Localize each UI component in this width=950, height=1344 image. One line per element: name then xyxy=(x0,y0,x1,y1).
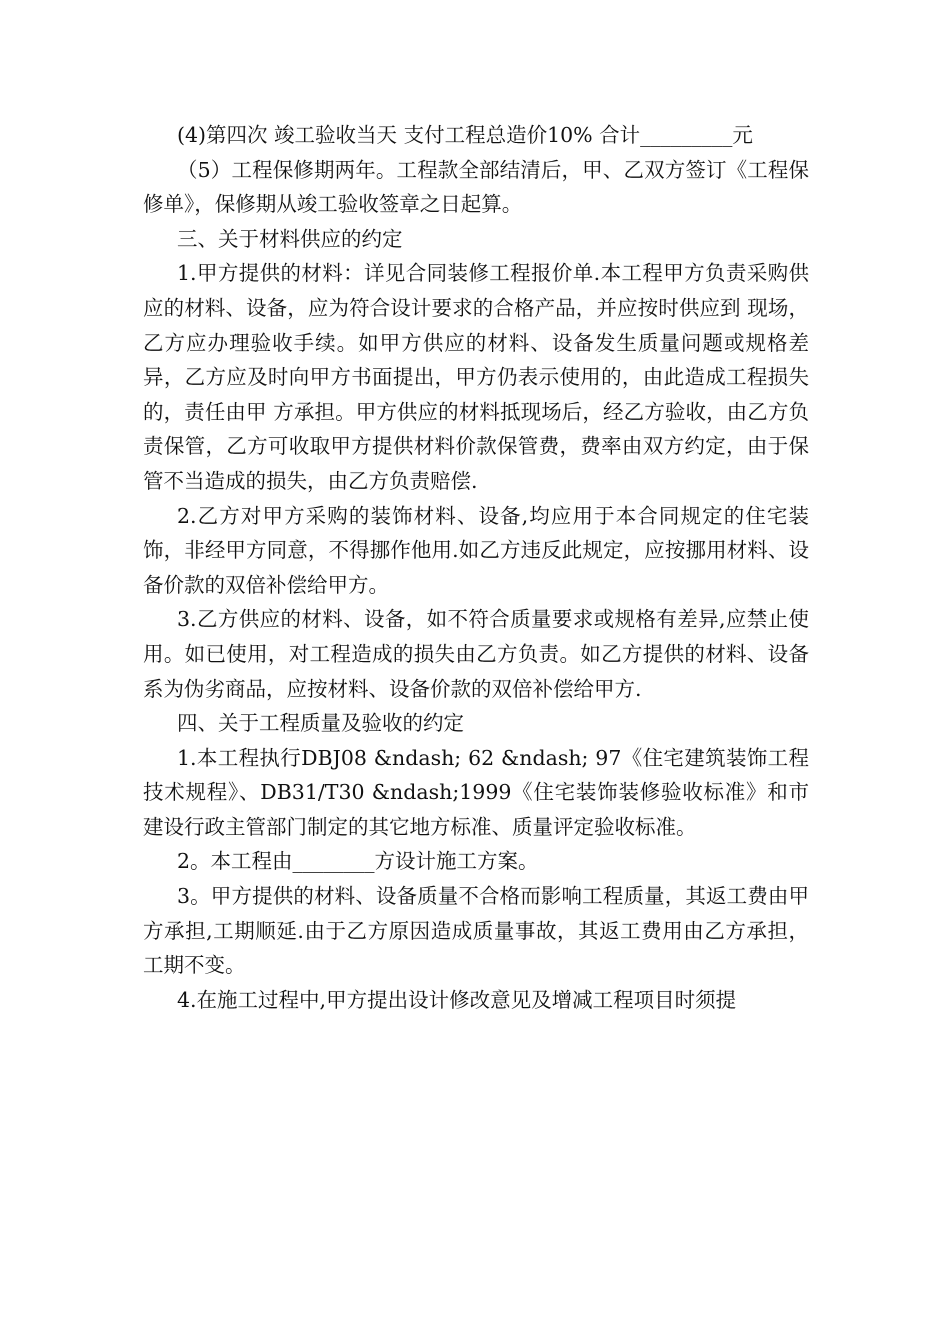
paragraph-payment-fourth: (4)第四次 竣工验收当天 支付工程总造价10% 合计_________元 xyxy=(177,123,753,147)
paragraph-warranty-period: （5）工程保修期两年。工程款全部结清后，甲、乙双方签订《工程保修单》，保修期从竣工验收签章之日起算。 xyxy=(143,157,809,217)
paragraph-rework-costs: 3。甲方提供的材料、设备质量不合格而影响工程质量，其返工费由甲方承担,工期顺延.由于乙方原因造成质量事故，其返工费用由乙方承担，工期不变。 xyxy=(143,884,809,978)
section-heading-quality: 四、关于工程质量及验收的约定 xyxy=(177,711,464,736)
paragraph-materials-party-a: 1.甲方提供的材料：详见合同装修工程报价单.本工程甲方负责采购供应的材料、设备，应为符合设计要求的合格产品，并应按时供应到 现场，乙方应办理验收手续。如甲方供应的材料、设备发生质量问题或规格差异，乙方应及时向甲方书面提出，甲方仍表示使用的，由此造成工程损失的，责任由甲 方承担。甲方供应的材料抵现场后，经乙方验收，由乙方负责保管，乙方可收取甲方提供材料价款保管费，费率由双方约定，由于保管不当造成的损失，由乙方负责赔偿. xyxy=(143,261,809,493)
paragraph-materials-party-b: 3.乙方供应的材料、设备，如不符合质量要求或规格有差异,应禁止使用。如已使用，对工程造成的损失由乙方负责。如乙方提供的材料、设备系为伪劣商品，应按材料、设备价款的双倍补偿给甲方. xyxy=(143,607,809,701)
document-body xyxy=(143,118,809,1017)
paragraph-materials-usage: 2.乙方对甲方采购的装饰材料、设备,均应用于本合同规定的住宅装饰，非经甲方同意，不得挪作他用.如乙方违反此规定，应按挪用材料、设备价款的双倍补偿给甲方。 xyxy=(143,503,809,597)
paragraph-design-changes: 4.在施工过程中,甲方提出设计修改意见及增减工程项目时须提 xyxy=(177,987,737,1012)
paragraph-quality-standards: 1.本工程执行DBJ08 &ndash; 62 &ndash; 97《住宅建筑装饰工程技术规程》、DB31/T30 &ndash;1999《住宅装饰装修验收标准》和市建设行政主管部门制定的其它地方标准、质量评定验收标准。 xyxy=(143,745,809,839)
paragraph-design-plan: 2。本工程由________方设计施工方案。 xyxy=(177,849,539,874)
section-heading-materials: 三、关于材料供应的约定 xyxy=(177,226,403,251)
